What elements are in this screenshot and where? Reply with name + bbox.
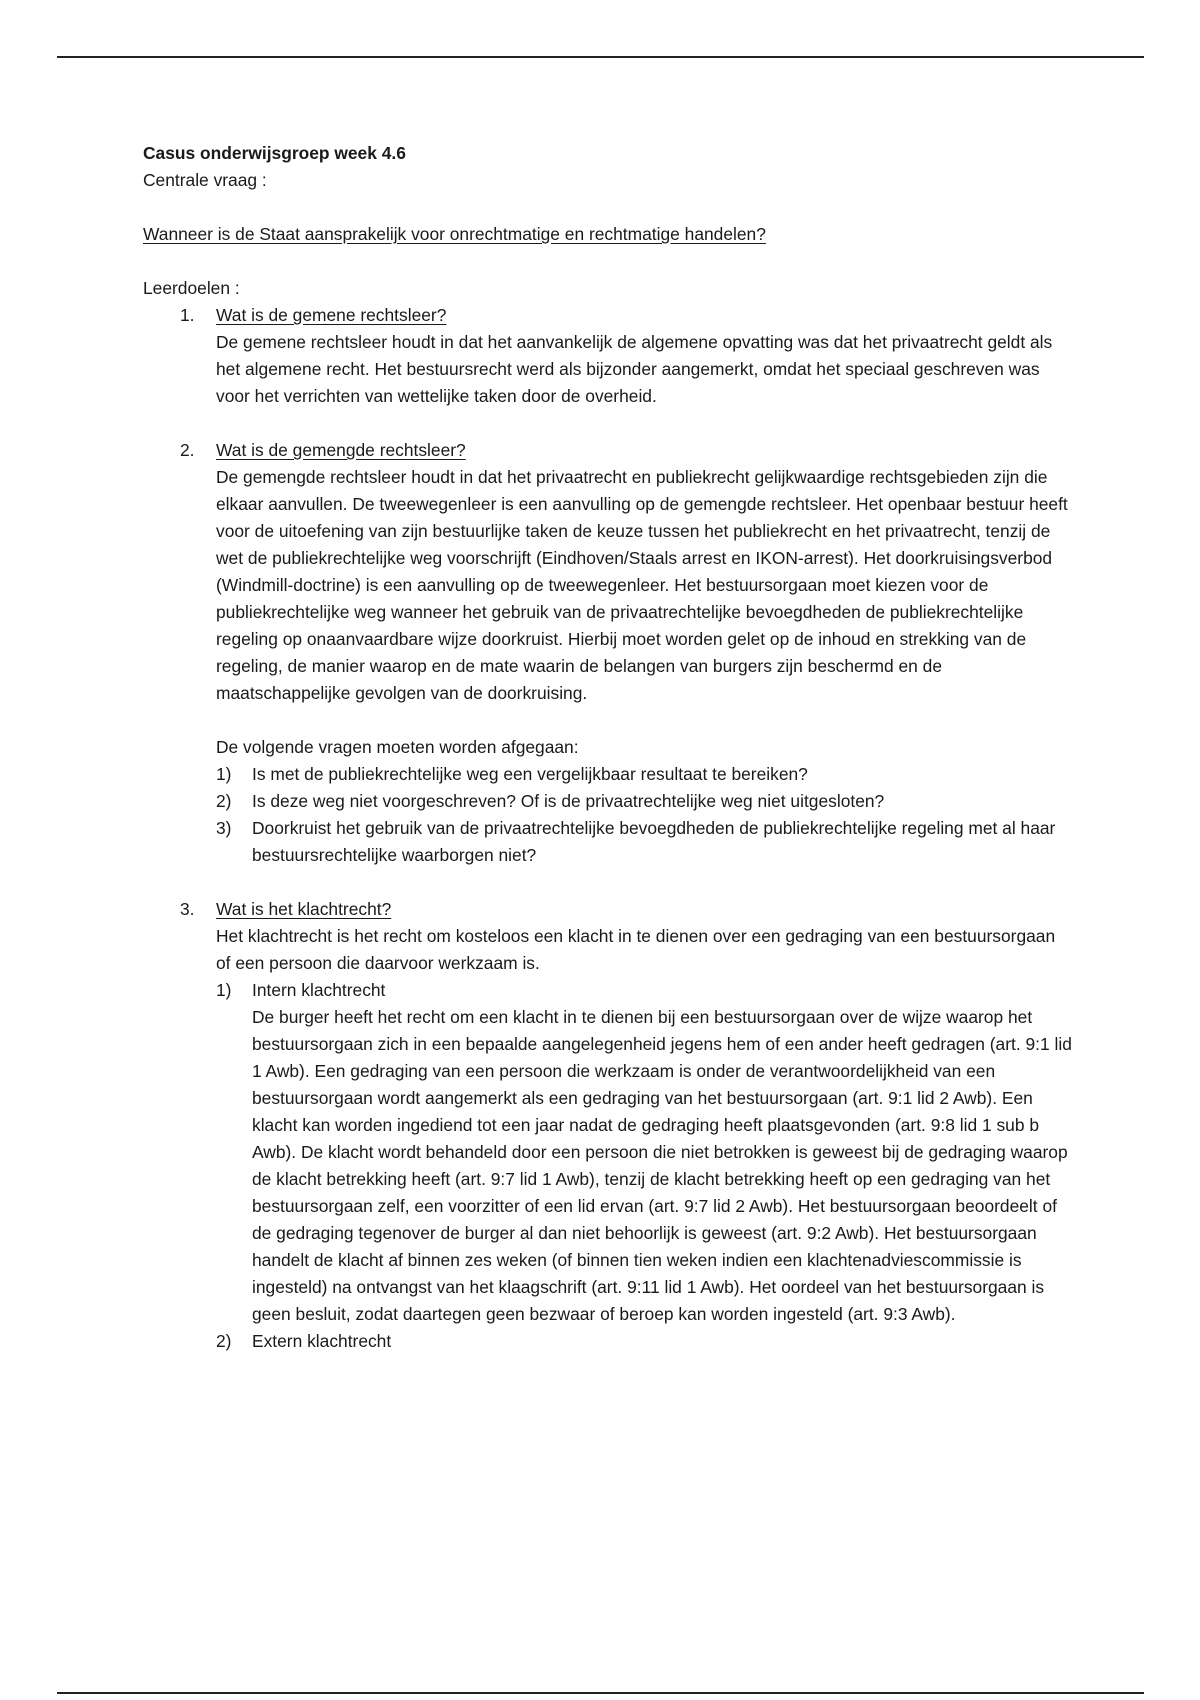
document-title: Casus onderwijsgroep week 4.6 [143,143,406,163]
subsection-title: Extern klachtrecht [252,1331,392,1351]
learning-goal-1 [143,302,1073,410]
question-text: Doorkruist het gebruik van de privaatrechtelijke bevoegdheden de publiekrechtelijke regeling met al haar bestuursrechtelijke waarborgen niet? [252,818,1056,865]
goal-number: 3. [180,899,195,919]
question-number: 3) [216,818,232,838]
goal-heading: Wat is het klachtrecht? [216,899,392,919]
question-number: 2) [216,791,232,811]
question-item [216,761,1073,788]
subsection-title: Intern klachtrecht [252,980,386,1000]
goal-answer: Het klachtrecht is het recht om kosteloos een klacht in te dienen over een gedraging van een bestuursorgaan of een persoon die daarvoor werkzaam is. [216,926,1056,973]
learning-goal-3 [143,896,1073,1355]
subsection-external-complaint [216,1328,1073,1355]
questions-intro: De volgende vragen moeten worden afgegaan: [216,737,579,757]
question-text: Is met de publiekrechtelijke weg een vergelijkbaar resultaat te bereiken? [252,764,808,784]
footer-rule [57,1692,1144,1694]
goal-answer: De gemene rechtsleer houdt in dat het aanvankelijk de algemene opvatting was dat het privaatrecht geldt als het algemene recht. Het bestuursrecht werd als bijzonder aangemerkt, omdat het speciaal geschreven was voor het verrichten van wettelijke taken door de overheid. [216,332,1053,406]
header-rule [57,56,1144,58]
learning-goals-label: Leerdoelen : [143,278,240,298]
subsection-text: De burger heeft het recht om een klacht in te dienen bij een bestuursorgaan over de wijze waarop het bestuursorgaan zich in een bepaalde aangelegenheid jegens hem of een ander heeft gedragen (art. 9:1 lid 1 Awb). Een gedraging van een persoon die werkzaam is onder de verantwoordelijkheid van een bestuursorgaan wordt aangemerkt als een gedraging van het bestuursorgaan (art. 9:1 lid 2 Awb). Een klacht kan worden ingediend tot een jaar nadat de gedraging heeft plaatsgevonden (art. 9:8 lid 1 sub b Awb). De klacht wordt behandeld door een persoon die niet betrokken is geweest bij de gedraging waarop de klacht betrekking heeft (art. 9:7 lid 1 Awb), tenzij de klacht betrekking heeft op een gedraging van het bestuursorgaan zelf, een voorzitter of een lid ervan (art. 9:7 lid 2 Awb). Het bestuursorgaan beoordeelt of de gedraging tegenover de burger al dan niet behoorlijk is geweest (art. 9:2 Awb). Het bestuursorgaan handelt de klacht af binnen zes weken (of binnen tien weken indien een klachtenadviescommissie is ingesteld) na ontvangst van het klaagschrift (art. 9:11 lid 1 Awb). Het oordeel van het bestuursorgaan is geen besluit, zodat daartegen geen bezwaar of beroep kan worden ingesteld (art. 9:3 Awb). [252,1007,1072,1324]
goal-number: 2. [180,440,195,460]
subsection-number: 2) [216,1331,232,1351]
goal-number: 1. [180,305,195,325]
question-text: Is deze weg niet voorgeschreven? Of is de privaatrechtelijke weg niet uitgesloten? [252,791,885,811]
goal-answer: De gemengde rechtsleer houdt in dat het privaatrecht en publiekrecht gelijkwaardige rechtsgebieden zijn die elkaar aanvullen. De tweewegenleer is een aanvulling op de gemengde rechtsleer. Het openbaar bestuur heeft voor de uitoefening van zijn bestuurlijke taken de keuze tussen het publiekrecht en het privaatrecht, tenzij de wet de publiekrechtelijke weg voorschrijft (Eindhoven/Staals arrest en IKON-arrest). Het doorkruisingsverbod (Windmill-doctrine) is een aanvulling op de tweewegenleer. Het bestuursorgaan moet kiezen voor de publiekrechtelijke weg wanneer het gebruik van de privaatrechtelijke bevoegdheden de publiekrechtelijke regeling op onaanvaardbare wijze doorkruist. Hierbij moet worden gelet op de inhoud en strekking van de regeling, de manier waarop en de mate waarin de belangen van burgers zijn beschermd en de maatschappelijke gevolgen van de doorkruising. [216,467,1068,703]
question-item [216,788,1073,815]
document-body [143,140,1073,1355]
learning-goal-2 [143,437,1073,869]
central-question-label: Centrale vraag : [143,170,267,190]
subsection-internal-complaint [216,977,1073,1328]
question-number: 1) [216,764,232,784]
goal-heading: Wat is de gemengde rechtsleer? [216,440,466,460]
subsection-number: 1) [216,980,232,1000]
question-item [216,815,1073,869]
central-question: Wanneer is de Staat aansprakelijk voor onrechtmatige en rechtmatige handelen? [143,224,766,244]
goal-heading: Wat is de gemene rechtsleer? [216,305,447,325]
